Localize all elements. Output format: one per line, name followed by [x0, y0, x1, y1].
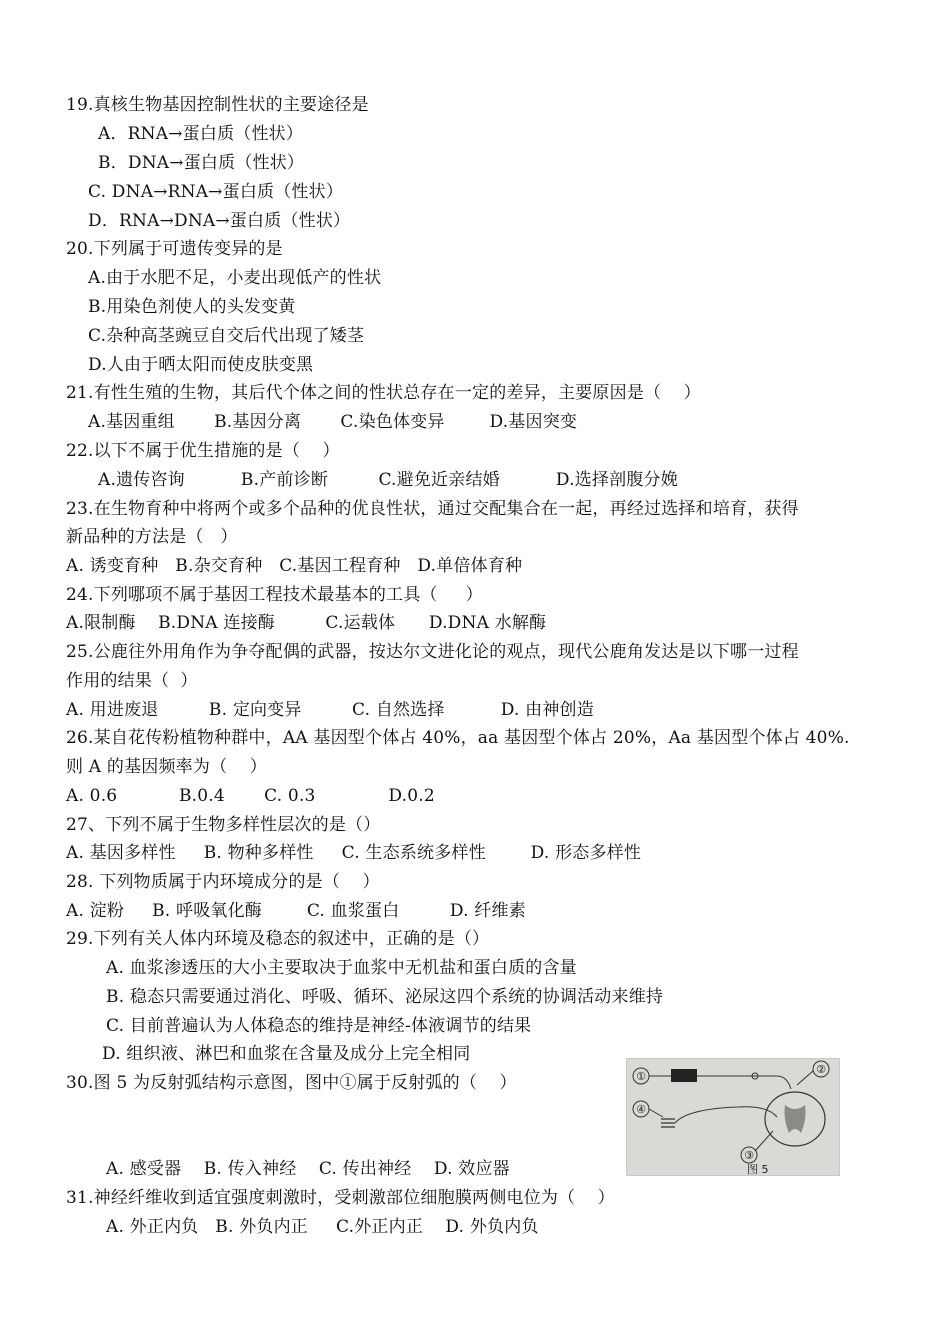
question-25: 25.公鹿往外用角作为争夺配偶的武器，按达尔文进化论的观点，现代公鹿角发达是以下哪一过程 — [66, 642, 799, 662]
figure-label-1: ① — [636, 1070, 646, 1083]
q19-option-a: A．RNA→蛋白质（性状） — [98, 124, 304, 144]
q20-option-d: D.人由于晒太阳而使皮肤变黑 — [88, 355, 314, 375]
q25-options: A. 用进废退 B. 定向变异 C. 自然选择 D. 由神创造 — [66, 700, 594, 720]
q19-option-c: C. DNA→RNA→蛋白质（性状） — [88, 182, 344, 202]
q21-options: A.基因重组 B.基因分离 C.染色体变异 D.基因突变 — [88, 412, 578, 432]
receptor-block — [671, 1069, 697, 1082]
q29-option-d: D. 组织液、淋巴和血浆在含量及成分上完全相同 — [102, 1044, 471, 1064]
question-23-cont: 新品种的方法是（ ） — [66, 527, 238, 547]
q29-option-b: B. 稳态只需要通过消化、呼吸、循环、泌尿这四个系统的协调活动来维持 — [106, 987, 664, 1007]
question-30: 30.图 5 为反射弧结构示意图，图中①属于反射弧的（ ） — [66, 1073, 517, 1093]
question-28: 28. 下列物质属于内环境成分的是（ ） — [66, 872, 380, 892]
q24-options: A.限制酶 B.DNA 连接酶 C.运载体 D.DNA 水解酶 — [66, 613, 547, 633]
q19-option-b: B．DNA→蛋白质（性状） — [98, 153, 305, 173]
figure-caption: 图 5 — [747, 1163, 769, 1175]
q29-option-c: C. 目前普遍认为人体稳态的维持是神经-体液调节的结果 — [106, 1016, 532, 1036]
q23-options: A. 诱变育种 B.杂交育种 C.基因工程育种 D.单倍体育种 — [66, 556, 523, 576]
q30-options: A. 感受器 B. 传入神经 C. 传出神经 D. 效应器 — [106, 1159, 510, 1179]
question-20: 20.下列属于可遗传变异的是 — [66, 239, 283, 259]
reflex-arc-diagram — [627, 1059, 839, 1175]
q19-option-d: D．RNA→DNA→蛋白质（性状） — [88, 211, 351, 231]
reflex-arc-figure — [626, 1058, 840, 1176]
question-19: 19.真核生物基因控制性状的主要途径是 — [66, 95, 369, 115]
q20-option-c: C.杂种高茎豌豆自交后代出现了矮茎 — [88, 326, 365, 346]
figure-label-3: ③ — [744, 1149, 754, 1162]
q28-options: A. 淀粉 B. 呼吸氧化酶 C. 血浆蛋白 D. 纤维素 — [66, 901, 526, 921]
q22-options: A.遗传咨询 B.产前诊断 C.避免近亲结婚 D.选择剖腹分娩 — [98, 470, 678, 490]
question-29: 29.下列有关人体内环境及稳态的叙述中，正确的是（） — [66, 929, 490, 949]
question-31: 31.神经纤维收到适宜强度刺激时，受刺激部位细胞膜两侧电位为（ ） — [66, 1188, 615, 1208]
question-26: 26.某自花传粉植物种群中，AA 基因型个体占 40%，aa 基因型个体占 20%，Aa 基因型个体占 40%. — [66, 728, 850, 748]
question-27: 27、下列不属于生物多样性层次的是（） — [66, 815, 381, 835]
figure-label-4: ④ — [636, 1103, 646, 1116]
question-26-cont: 则 A 的基因频率为（ ） — [66, 757, 267, 777]
q20-option-a: A.由于水肥不足，小麦出现低产的性状 — [88, 268, 382, 288]
question-22: 22.以下不属于优生措施的是（ ） — [66, 441, 340, 461]
figure-label-2: ② — [816, 1063, 826, 1076]
q27-options: A. 基因多样性 B. 物种多样性 C. 生态系统多样性 D. 形态多样性 — [66, 843, 642, 863]
question-25-cont: 作用的结果（ ） — [66, 671, 198, 691]
q26-options: A. 0.6 B.0.4 C. 0.3 D.0.2 — [66, 786, 435, 806]
question-23: 23.在生物育种中将两个或多个品种的优良性状，通过交配集合在一起，再经过选择和培育，获得 — [66, 499, 799, 519]
question-24: 24.下列哪项不属于基因工程技术最基本的工具（ ） — [66, 585, 483, 605]
q20-option-b: B.用染色剂使人的头发变黄 — [88, 297, 296, 317]
q31-options: A. 外正内负 B. 外负内正 C.外正内正 D. 外负内负 — [106, 1217, 539, 1237]
q29-option-a: A. 血浆渗透压的大小主要取决于血浆中无机盐和蛋白质的含量 — [106, 958, 577, 978]
question-21: 21.有性生殖的生物，其后代个体之间的性状总存在一定的差异，主要原因是（ ） — [66, 383, 701, 403]
